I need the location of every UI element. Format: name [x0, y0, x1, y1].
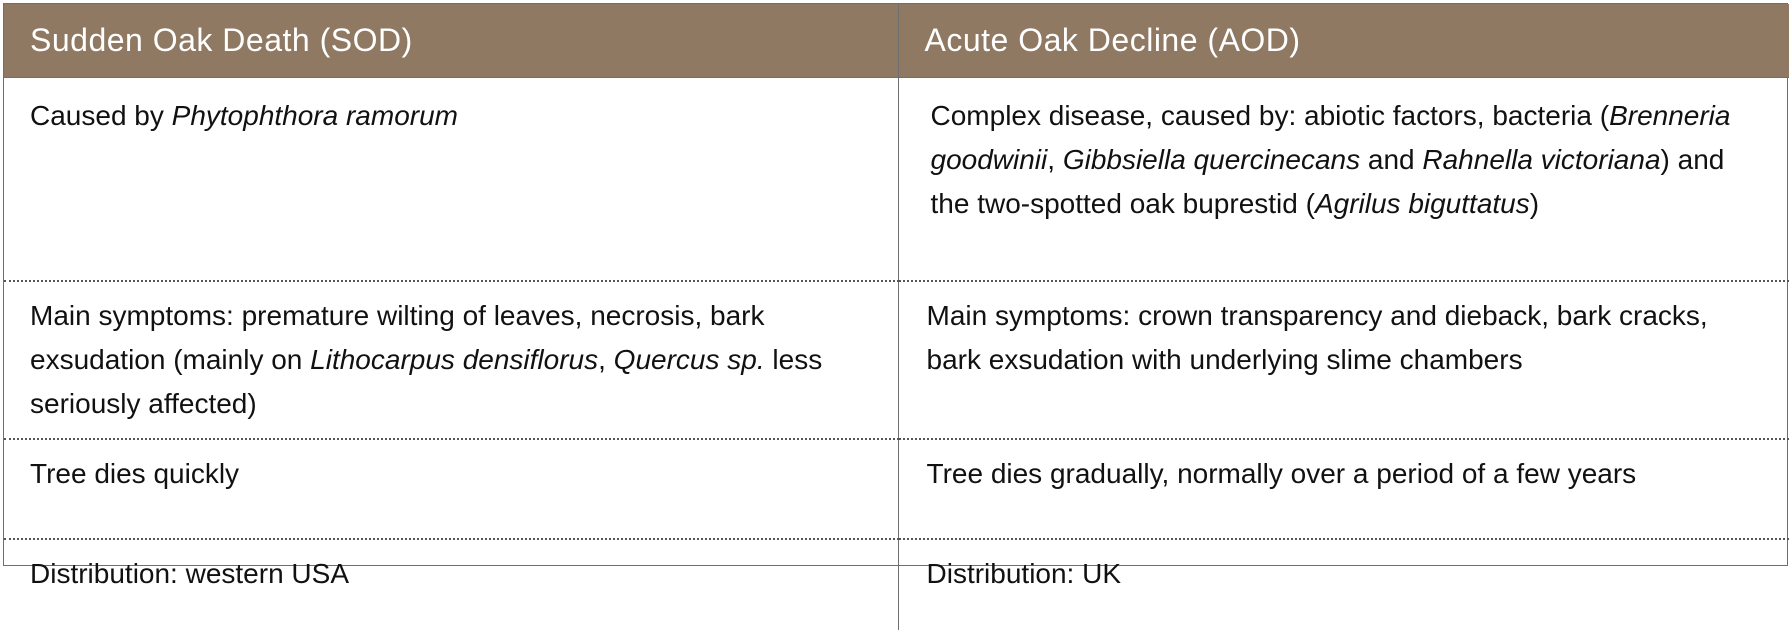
sod-distribution-cell: Distribution: western USA	[4, 539, 898, 630]
sod-symptoms-text-1: Main symptoms: premature wilting of leaves, necrosis, bark exsudation (mainly on	[30, 300, 765, 375]
aod-cause-text-4: )	[1529, 188, 1540, 219]
aod-bacterium-1: Brenneria goodwinii	[930, 100, 1731, 175]
sod-species-2: Quercus sp.	[613, 344, 765, 375]
table-header-row	[4, 4, 1789, 78]
aod-bacterium-3: Rahnella victoriana	[1422, 144, 1661, 175]
table-row-distribution	[4, 539, 1789, 630]
header-aod: Acute Oak Decline (AOD)	[898, 4, 1789, 78]
aod-beetle-name: Agrilus biguttatus	[1314, 188, 1530, 219]
sod-symptoms-sep-1: ,	[598, 344, 614, 375]
sod-symptoms-cell	[4, 281, 898, 439]
sod-pathogen-name: Phytophthora ramorum	[171, 100, 458, 131]
header-sod: Sudden Oak Death (SOD)	[4, 4, 898, 78]
sod-vs-aod-table	[4, 4, 1789, 630]
table-row-progression	[4, 439, 1789, 539]
aod-cause-text-3: ) and the two-spotted oak buprestid (	[930, 144, 1725, 219]
sod-progression-cell: Tree dies quickly	[4, 439, 898, 539]
aod-distribution-cell: Distribution: UK	[926, 558, 1122, 589]
sod-cause-prefix: Caused by	[30, 100, 172, 131]
aod-symptoms-cell: Main symptoms: crown transparency and dieback, bark cracks, bark exsudation with underlying slime chambers	[898, 281, 1789, 439]
sod-species-1: Lithocarpus densiflorus	[310, 344, 599, 375]
sod-cause-cell	[4, 78, 898, 282]
aod-cause-text-2: and	[1360, 144, 1423, 175]
aod-cause-cell	[898, 78, 1789, 282]
aod-bacterium-2: Gibbsiella quercinecans	[1062, 144, 1361, 175]
aod-cause-sep-1: ,	[1047, 144, 1063, 175]
aod-progression-cell: Tree dies gradually, normally over a period of a few years	[898, 439, 1789, 539]
sod-symptoms-text-2: less seriously affected)	[30, 344, 823, 419]
table-row-symptoms	[4, 281, 1789, 439]
comparison-table-container	[3, 3, 1788, 589]
aod-cause-text-1: Complex disease, caused by: abiotic factors, bacteria (	[930, 100, 1610, 131]
table-row-cause	[4, 78, 1789, 282]
